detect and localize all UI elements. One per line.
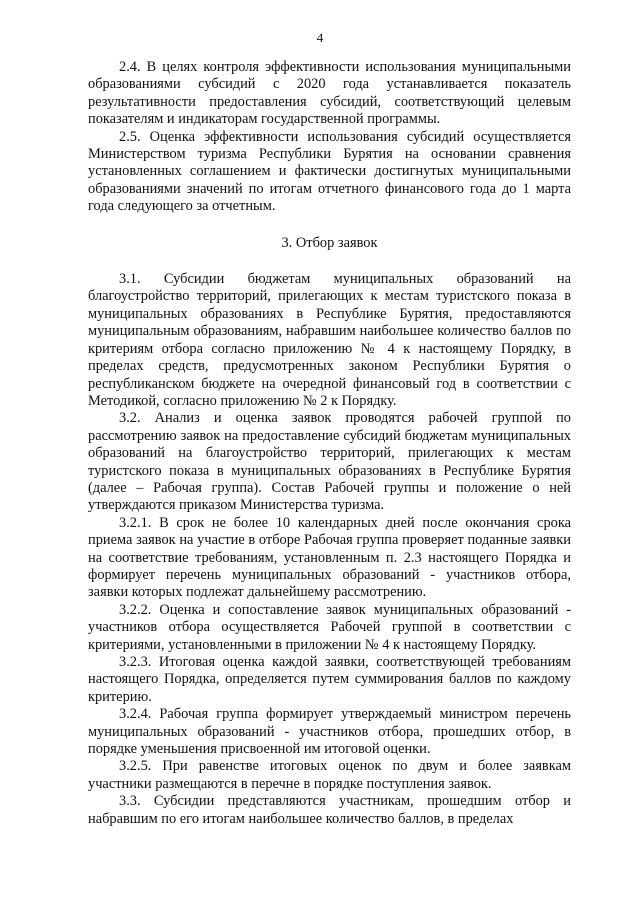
section-heading: 3. Отбор заявок — [281, 234, 378, 251]
paragraph-3-3: 3.3. Субсидии представляются участникам, прошедшим отбор и набравшим по его итогам наибольшее количество баллов, в пределах — [88, 793, 571, 827]
paragraph-3-2: 3.2. Анализ и оценка заявок проводятся рабочей группой по рассмотрению заявок на предоставление субсидий бюджетам муниципальных образований на благоустройство территорий, прилегающих к местам туристского показа в муниципальных образованиях в Республике Бурятия (далее – Рабочая группа). Состав Рабочей группы и положение о ней утверждаются приказом Министерства туризма. — [88, 410, 571, 514]
spacer — [88, 216, 571, 235]
paragraph-3-2-4: 3.2.4. Рабочая группа формирует утверждаемый министром перечень муниципальных образований - участников отбора, прошедших отбор, в порядке уменьшения присвоенной им итоговой оценки. — [88, 706, 571, 758]
paragraph-3-2-5: 3.2.5. При равенстве итоговых оценок по двум и более заявкам участники размещаются в перечне в порядке поступления заявок. — [88, 758, 571, 792]
document-body — [88, 59, 571, 828]
paragraph-3-2-3: 3.2.3. Итоговая оценка каждой заявки, соответствующей требованиям настоящего Порядка, определяется путем суммирования баллов по каждому критерию. — [88, 654, 571, 705]
page-number: 4 — [316, 30, 324, 45]
paragraph-2-5: 2.5. Оценка эффективности использования субсидий осуществляется Министерством туризма Республики Бурятия на основании сравнения установленных соглашением и фактически достигнутых муниципальными образованиями значений по итогам отчетного финансового года до 1 марта года следующего за отчетным. — [88, 128, 571, 215]
paragraph-3-2-2: 3.2.2. Оценка и сопоставление заявок муниципальных образований - участников отбора осуществляется Рабочей группой в соответствии с критериями, установленными в приложении № 4 к настоящему Порядку. — [88, 601, 571, 653]
paragraph-2-4: 2.4. В целях контроля эффективности использования муниципальными образованиями субсидий с 2020 года устанавливается показатель результативности предоставления субсидий, соответствующий целевым показателям и индикаторам государственной программы. — [88, 59, 571, 128]
paragraph-3-1: 3.1. Субсидии бюджетам муниципальных образований на благоустройство территорий, прилегающих к местам туристского показа в муниципальных образованиях в Республике Бурятия, предоставляются муниципальным образованиям, набравшим наибольшее количество баллов по критериям отбора согласно приложению № 4 к настоящему Порядку, в пределах средств, предусмотренных законом Республики Бурятия о республиканском бюджете на очередной финансовый год в соответствии с Методикой, согласно приложению № 2 к Порядку. — [88, 271, 571, 409]
paragraph-3-2-1: 3.2.1. В срок не более 10 календарных дней после окончания срока приема заявок на участие в отборе Рабочая группа проверяет поданные заявки на соответствие требованиям, установленным п. 2.3 настоящего Порядка и формирует перечень муниципальных образований - участников отбора, заявки которых подлежат дальнейшему рассмотрению. — [88, 514, 571, 601]
spacer — [88, 252, 571, 271]
